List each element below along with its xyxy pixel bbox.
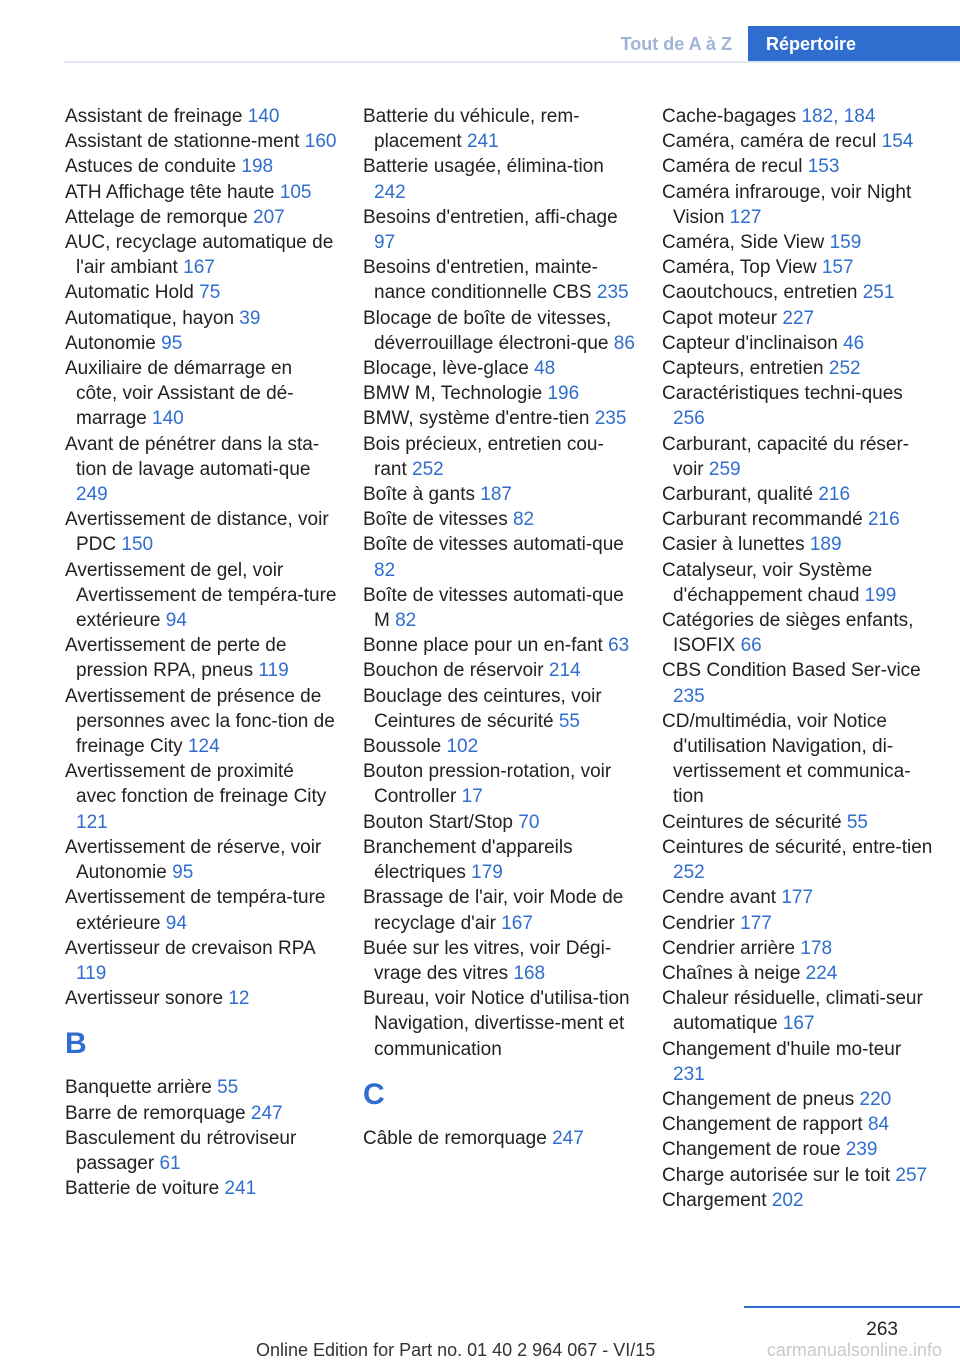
page-link[interactable]: 252 <box>412 458 444 480</box>
index-entry <box>662 1087 934 1112</box>
entry-term: Chaleur résiduelle, climati-seur automatique <box>662 988 923 1035</box>
page-link[interactable]: 249 <box>76 484 108 506</box>
index-entry <box>65 306 337 331</box>
entry-term: BMW, système d'entre-tien <box>363 408 595 430</box>
entry-term: Bouchon de réservoir <box>363 660 549 682</box>
page-link[interactable]: 124 <box>187 736 220 758</box>
index-entry <box>363 532 635 582</box>
page-link[interactable]: 159 <box>829 232 862 254</box>
page-link[interactable]: 257 <box>895 1164 928 1186</box>
page-link[interactable]: 256 <box>673 408 705 430</box>
entry-term: Bouclage des ceintures, voir Ceintures de sécurité <box>363 685 602 732</box>
page-link[interactable]: 105 <box>279 181 312 203</box>
page-link[interactable]: 235 <box>594 408 627 430</box>
section-letter: C <box>363 1077 385 1111</box>
page-link[interactable]: 199 <box>864 584 897 606</box>
page-link[interactable]: 82 <box>374 559 396 581</box>
page-link[interactable]: 216 <box>818 484 851 506</box>
page-link[interactable]: 247 <box>250 1102 283 1124</box>
index-entry <box>662 104 934 129</box>
entry-term: Banquette arrière <box>65 1077 218 1099</box>
index-entry <box>363 255 635 305</box>
page-link[interactable]: 220 <box>859 1088 892 1110</box>
page-link[interactable]: 119 <box>258 660 289 682</box>
index-entry <box>363 936 635 986</box>
page-link[interactable]: 167 <box>183 257 215 279</box>
index-entry <box>65 507 337 557</box>
page-link[interactable]: 102 <box>446 736 479 758</box>
entry-term: Avertissement de présence de personnes avec la fonc-tion de freinage City <box>65 685 335 758</box>
index-entry <box>662 1112 934 1137</box>
index-entry <box>65 1126 337 1176</box>
page-number: 263 <box>866 1319 898 1340</box>
page-link[interactable]: 95 <box>161 332 183 354</box>
index-entry <box>662 658 934 708</box>
entry-term: AUC, recyclage automatique de l'air ambiant <box>65 232 334 279</box>
page-link[interactable]: 241 <box>224 1178 257 1200</box>
index-entry <box>65 835 337 885</box>
entry-term: Caméra infrarouge, voir Night Vision <box>662 181 912 228</box>
entry-term: Barre de remorquage <box>65 1102 251 1124</box>
index-entry <box>662 507 934 532</box>
entry-term: Avertisseur de crevaison RPA <box>65 937 315 959</box>
index-entry <box>662 154 934 179</box>
entry-term: Automatique, hayon <box>65 307 240 329</box>
entry-term: Boussole <box>363 736 447 758</box>
section-letter: B <box>65 1027 87 1061</box>
entry-term: Caractéristiques techni-ques <box>662 383 903 405</box>
index-entry <box>363 986 635 1062</box>
index-entry <box>662 885 934 910</box>
index-entry <box>662 255 934 280</box>
page-link[interactable]: 177 <box>740 912 772 934</box>
entry-term: Besoins d'entretien, mainte-nance conditionnelle CBS <box>363 257 598 304</box>
index-entry <box>662 1037 934 1087</box>
index-column-3 <box>662 104 934 1213</box>
page-link[interactable]: 235 <box>596 282 629 304</box>
page-link[interactable]: 121 <box>76 811 108 833</box>
index-entry <box>65 1176 337 1201</box>
page-link[interactable]: 95 <box>172 862 194 884</box>
entry-term: Astuces de conduite <box>65 156 242 178</box>
index-entry <box>363 759 635 809</box>
index-entry <box>662 482 934 507</box>
index-entry <box>363 734 635 759</box>
index-entry <box>662 356 934 381</box>
page-link[interactable]: 252 <box>673 862 705 884</box>
index-entry <box>662 1163 934 1188</box>
entry-term: Caméra, caméra de recul <box>662 131 882 153</box>
page-link[interactable]: 55 <box>846 811 868 833</box>
index-entry <box>662 936 934 961</box>
index-entry <box>363 205 635 255</box>
page-link[interactable]: 189 <box>809 534 842 556</box>
entry-term: Attelage de remorque <box>65 206 254 228</box>
index-entry <box>65 180 337 205</box>
entry-term: Blocage de boîte de vitesses, déverrouillage électroni-que <box>363 307 614 354</box>
index-entry <box>363 104 635 154</box>
page-link[interactable]: 242 <box>374 181 406 203</box>
entry-term: Basculement du rétroviseur passager <box>65 1127 297 1174</box>
page-link[interactable]: 252 <box>828 358 861 380</box>
index-entry <box>363 633 635 658</box>
page-link[interactable]: 127 <box>729 206 762 228</box>
entry-term: Charge autorisée sur le toit <box>662 1164 896 1186</box>
index-entry <box>363 1126 635 1151</box>
page-link[interactable]: 70 <box>518 811 540 833</box>
entry-term: Caméra de recul <box>662 156 808 178</box>
page-link[interactable]: 12 <box>228 988 250 1010</box>
entry-term: Avertissement de gel, voir Avertissement de tempéra-ture extérieure <box>65 559 337 632</box>
index-entry <box>65 1101 337 1126</box>
entry-term: Capot moteur <box>662 307 783 329</box>
index-entry <box>662 180 934 230</box>
index-entry <box>363 583 635 633</box>
page-link[interactable]: 239 <box>845 1139 878 1161</box>
entry-term: Caméra, Side View <box>662 232 830 254</box>
index-entry <box>65 104 337 129</box>
entry-term: Avertissement de proximité avec fonction de freinage City <box>65 761 327 808</box>
index-entry <box>662 280 934 305</box>
entry-term: Boîte à gants <box>363 484 481 506</box>
entry-term: Boîte de vitesses automati-que M <box>363 584 624 632</box>
index-entry <box>662 1137 934 1162</box>
index-entry <box>363 658 635 683</box>
index-entry <box>65 885 337 935</box>
page-link[interactable]: 97 <box>374 232 396 254</box>
index-entry <box>65 432 337 508</box>
entry-term: Bureau, voir Notice d'utilisa-tion Navigation, divertisse-ment et communication <box>363 988 630 1060</box>
index-entry <box>363 482 635 507</box>
entry-term: Changement de rapport <box>662 1114 868 1136</box>
entry-term: Changement de roue <box>662 1139 846 1161</box>
index-entry <box>65 684 337 760</box>
footer-divider <box>744 1306 960 1308</box>
page-link[interactable]: 153 <box>807 156 840 178</box>
entry-term: Catalyseur, voir Système d'échappement chaud <box>662 559 873 606</box>
index-entry <box>662 911 934 936</box>
page-link[interactable]: 75 <box>199 282 221 304</box>
index-entry <box>662 331 934 356</box>
index-entry <box>662 558 934 608</box>
entry-term: Autonomie <box>65 332 162 354</box>
page-link[interactable]: 94 <box>165 610 187 632</box>
index-entry <box>363 306 635 356</box>
index-entry <box>65 230 337 280</box>
index-entry <box>65 205 337 230</box>
entry-term: Besoins d'entretien, affi-chage <box>363 206 618 228</box>
page-link[interactable]: 167 <box>782 1013 815 1035</box>
index-entry <box>662 810 934 835</box>
index-entry <box>65 129 337 154</box>
index-entry <box>363 406 635 431</box>
entry-term: Casier à lunettes <box>662 534 810 556</box>
page-link[interactable]: 82 <box>395 610 417 632</box>
page-link[interactable]: 94 <box>165 912 187 934</box>
index-entry <box>363 835 635 885</box>
entry-term: Changement d'huile mo-teur <box>662 1038 902 1060</box>
entry-term: Caoutchoucs, entretien <box>662 282 863 304</box>
entry-term: Avertissement de tempéra-ture extérieure <box>65 887 326 934</box>
page-link[interactable]: 140 <box>247 106 280 127</box>
page-link[interactable]: 154 <box>881 131 914 153</box>
page-link[interactable]: 140 <box>152 408 184 430</box>
index-entry <box>662 835 934 885</box>
entry-term: Batterie du véhicule, rem-placement <box>363 106 580 153</box>
page-link[interactable]: 61 <box>159 1152 181 1174</box>
page-link[interactable]: 196 <box>547 383 580 405</box>
index-entry <box>662 532 934 557</box>
index-entry <box>65 154 337 179</box>
page-link[interactable]: 63 <box>608 635 630 657</box>
page-link[interactable]: 182, 184 <box>801 106 876 127</box>
entry-term: Bouton Start/Stop <box>363 811 519 833</box>
page-link[interactable]: 119 <box>76 962 107 984</box>
index-entry <box>363 356 635 381</box>
entry-term: Ceintures de sécurité, entre-tien <box>662 836 933 858</box>
page-link[interactable]: 231 <box>673 1063 705 1085</box>
page-link[interactable]: 187 <box>480 484 512 506</box>
page-link[interactable]: 241 <box>466 131 499 153</box>
index-entry <box>65 356 337 432</box>
entry-term: Cendre avant <box>662 887 782 909</box>
page-link[interactable]: 224 <box>805 962 838 984</box>
page-link[interactable]: 216 <box>867 509 900 531</box>
entry-term: Bonne place pour un en-fant <box>363 635 609 657</box>
page-link[interactable]: 178 <box>800 937 833 959</box>
entry-term: Carburant, capacité du réser-voir <box>662 433 910 480</box>
entry-term: Carburant recommandé <box>662 509 868 531</box>
entry-term: Boîte de vitesses <box>363 509 513 531</box>
index-entry <box>363 154 635 204</box>
page-link[interactable]: 235 <box>673 685 705 707</box>
page-link[interactable]: 177 <box>781 887 814 909</box>
entry-term: Avant de pénétrer dans la sta-tion de lavage automati-que <box>65 433 320 480</box>
entry-term: Bouton pression-rotation, voir Controller <box>363 761 612 808</box>
entry-term: Avertissement de distance, voir PDC <box>65 509 329 556</box>
index-entry <box>662 129 934 154</box>
index-entry <box>65 280 337 305</box>
page-link[interactable]: 46 <box>843 332 865 354</box>
entry-term: Batterie de voiture <box>65 1178 225 1200</box>
index-entry <box>65 936 337 986</box>
page-link[interactable]: 82 <box>512 509 535 531</box>
entry-term: CD/multimédia, voir Notice d'utilisation Navigation, di-vertissement et communica-tion <box>662 710 911 808</box>
tab-repertoire[interactable]: Répertoire <box>748 26 960 62</box>
page-link[interactable]: 207 <box>253 206 285 228</box>
index-column-1 <box>65 104 337 1201</box>
entry-term: Batterie usagée, élimina-tion <box>363 156 604 178</box>
page-link[interactable]: 55 <box>217 1077 239 1099</box>
entry-term: Cache-bagages <box>662 106 802 127</box>
header-tabs <box>605 26 960 62</box>
index-entry <box>65 558 337 634</box>
entry-term: Branchement d'appareils électriques <box>363 836 573 884</box>
tab-tout-de-a-a-z[interactable]: Tout de A à Z <box>620 33 732 54</box>
footer-edition: Online Edition for Part no. 01 40 2 964 067 - VI/15 <box>256 1340 656 1360</box>
index-entry <box>65 759 337 835</box>
entry-term: Boîte de vitesses automati-que <box>363 534 624 556</box>
entry-term: Automatic Hold <box>65 282 200 304</box>
index-entry <box>363 684 635 734</box>
entry-term: Capteur d'inclinaison <box>662 332 844 354</box>
index-entry <box>662 986 934 1036</box>
header-divider <box>64 61 960 63</box>
page-link[interactable]: 55 <box>558 710 580 732</box>
entry-term: Avertissement de réserve, voir Autonomie <box>65 836 322 884</box>
index-entry <box>662 709 934 810</box>
page-link[interactable]: 48 <box>534 358 556 380</box>
page-link[interactable]: 251 <box>862 282 895 304</box>
page-link[interactable]: 179 <box>471 862 503 884</box>
entry-term: Chaînes à neige <box>662 962 806 984</box>
entry-term: Cendrier arrière <box>662 937 801 959</box>
entry-term: Assistant de stationne-ment <box>65 131 305 153</box>
index-entry <box>662 432 934 482</box>
entry-term: Avertissement de perte de pression RPA, pneus <box>65 635 287 682</box>
index-entry <box>662 961 934 986</box>
page-link[interactable]: 168 <box>513 962 546 984</box>
index-entry <box>662 306 934 331</box>
page-link[interactable]: 17 <box>461 786 483 808</box>
index-entry <box>662 1188 934 1213</box>
entry-term: Blocage, lève-glace <box>363 358 535 380</box>
entry-term: Assistant de freinage <box>65 106 248 127</box>
entry-term: Caméra, Top View <box>662 257 822 279</box>
page-link[interactable]: 167 <box>501 912 533 934</box>
index-entry <box>363 810 635 835</box>
page-link[interactable]: 227 <box>782 307 815 329</box>
index-entry <box>662 230 934 255</box>
entry-term: Capteurs, entretien <box>662 358 829 380</box>
page-link[interactable]: 202 <box>771 1189 804 1211</box>
entry-term: Catégories de sièges enfants, ISOFIX <box>662 610 914 657</box>
entry-term: BMW M, Technologie <box>363 383 548 405</box>
entry-term: Avertisseur sonore <box>65 988 229 1010</box>
index-entry <box>65 633 337 683</box>
entry-term: ATH Affichage tête haute <box>65 181 280 203</box>
page-link[interactable]: 86 <box>613 332 635 354</box>
page-link[interactable]: 198 <box>241 156 274 178</box>
index-entry <box>363 507 635 532</box>
page-link[interactable]: 150 <box>121 534 154 556</box>
entry-term: Brassage de l'air, voir Mode de recyclage d'air <box>363 887 624 934</box>
page-link[interactable]: 259 <box>708 458 741 480</box>
watermark-text: carmanualsonline.info <box>766 1340 942 1360</box>
entry-term: Bois précieux, entretien cou-rant <box>363 433 604 480</box>
index-entry <box>662 381 934 431</box>
index-entry <box>65 331 337 356</box>
entry-term: Changement de pneus <box>662 1088 860 1110</box>
entry-term: Auxiliaire de démarrage en côte, voir Assistant de dé-marrage <box>65 358 294 430</box>
entry-term: Buée sur les vitres, voir Dégi-vrage des vitres <box>363 937 612 984</box>
index-entry <box>363 885 635 935</box>
index-entry <box>363 381 635 406</box>
page-link[interactable]: 66 <box>740 635 762 657</box>
page-link[interactable]: 247 <box>552 1127 584 1149</box>
entry-term: Cendrier <box>662 912 741 934</box>
index-entry <box>65 1075 337 1100</box>
index-entry <box>363 432 635 482</box>
page-link[interactable]: 39 <box>239 307 261 329</box>
page-link[interactable]: 160 <box>304 131 337 153</box>
index-entry <box>65 986 337 1011</box>
index-entry <box>662 608 934 658</box>
entry-term: Câble de remorquage <box>363 1127 553 1149</box>
page-link[interactable]: 84 <box>867 1114 890 1136</box>
index-column-2 <box>363 104 635 1151</box>
entry-term: Chargement <box>662 1189 772 1211</box>
entry-term: CBS Condition Based Ser-vice <box>662 660 921 682</box>
page-link[interactable]: 214 <box>548 660 581 682</box>
entry-term: Ceintures de sécurité <box>662 811 847 833</box>
entry-term: Carburant, qualité <box>662 484 819 506</box>
page-link[interactable]: 157 <box>821 257 854 279</box>
